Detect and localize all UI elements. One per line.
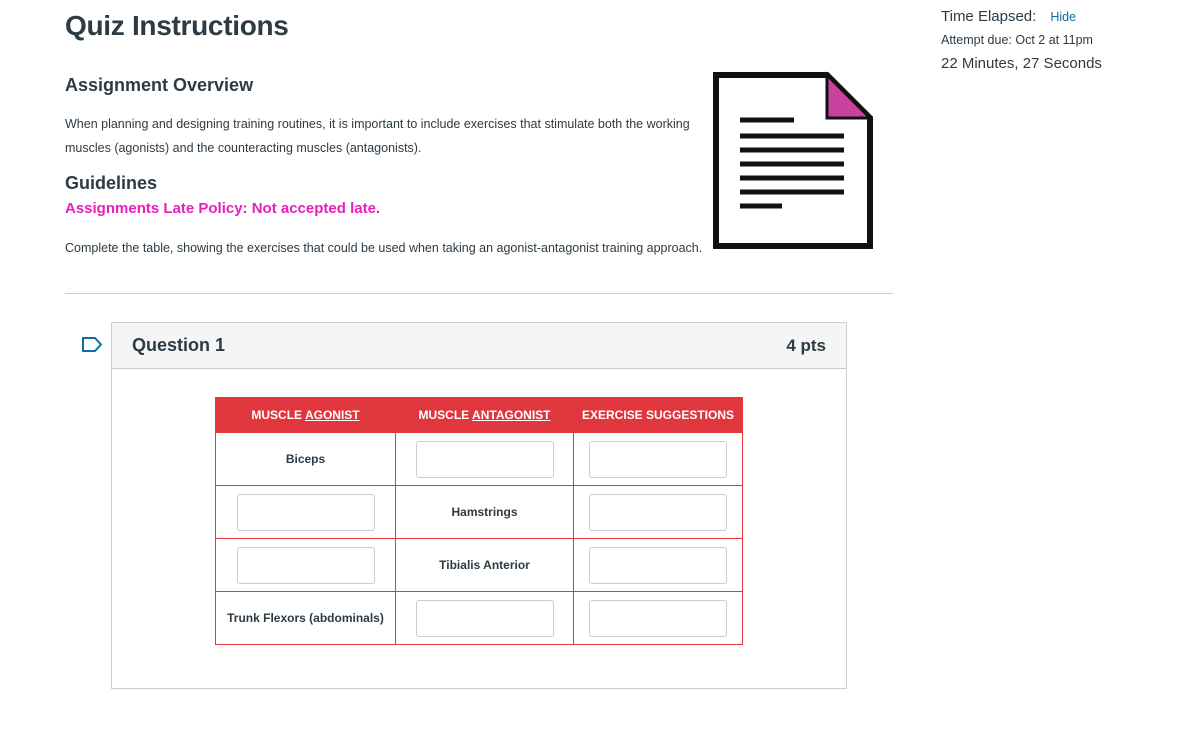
agonist-cell	[216, 539, 396, 592]
header-exercise-suggestions: EXERCISE SUGGESTIONS	[574, 398, 743, 433]
exercise-cell	[574, 539, 743, 592]
overview-heading: Assignment Overview	[65, 75, 254, 95]
exercise-input[interactable]	[589, 494, 727, 531]
agonist-input[interactable]	[237, 547, 375, 584]
exercise-cell	[574, 486, 743, 539]
elapsed-time-value: 22 Minutes, 27 Seconds	[941, 55, 1102, 72]
header-muscle-antagonist: MUSCLE ANTAGONIST	[396, 398, 574, 433]
antagonist-cell	[396, 433, 574, 486]
table-row	[216, 433, 743, 486]
page-title: Quiz Instructions	[65, 10, 289, 41]
table-header-row	[216, 398, 743, 433]
table-instructions: Complete the table, showing the exercises that could be used when taking an agonist-antagonist training approach.	[65, 241, 703, 255]
attempt-due-text: Attempt due: Oct 2 at 11pm	[941, 33, 1093, 47]
late-policy-text: Assignments Late Policy: Not accepted late.	[65, 200, 381, 217]
antagonist-input[interactable]	[416, 441, 554, 478]
exercise-input[interactable]	[589, 600, 727, 637]
timer-panel	[941, 8, 1171, 72]
exercise-input[interactable]	[589, 441, 727, 478]
antagonist-cell: Tibialis Anterior	[396, 539, 574, 592]
header-muscle-agonist: MUSCLE AGONIST	[216, 398, 396, 433]
question-title: Question 1	[132, 335, 226, 355]
timer-header	[941, 8, 1171, 25]
table-row	[216, 539, 743, 592]
agonist-cell	[216, 486, 396, 539]
question-points: 4 pts	[786, 335, 826, 355]
question-card	[111, 322, 847, 689]
agonist-cell: Biceps	[216, 433, 396, 486]
question-header	[112, 323, 846, 369]
agonist-cell: Trunk Flexors (abdominals)	[216, 592, 396, 645]
antagonist-cell: Hamstrings	[396, 486, 574, 539]
exercise-input[interactable]	[589, 547, 727, 584]
timer-label: Time Elapsed:	[941, 8, 1037, 25]
antagonist-cell	[396, 592, 574, 645]
guidelines-heading: Guidelines	[65, 173, 158, 193]
table-row	[216, 592, 743, 645]
hide-timer-link[interactable]: Hide	[1050, 9, 1077, 24]
section-divider	[65, 293, 893, 294]
exercise-cell	[574, 433, 743, 486]
flag-outline-icon[interactable]	[81, 336, 103, 353]
table-row	[216, 486, 743, 539]
agonist-input[interactable]	[237, 494, 375, 531]
document-icon	[712, 70, 874, 250]
antagonist-input[interactable]	[416, 600, 554, 637]
answer-table	[215, 397, 743, 645]
exercise-cell	[574, 592, 743, 645]
overview-text: When planning and designing training routines, it is important to include exercises that stimulate both the working muscles (agonists) and the counteracting muscles (antagonists).	[65, 117, 690, 155]
